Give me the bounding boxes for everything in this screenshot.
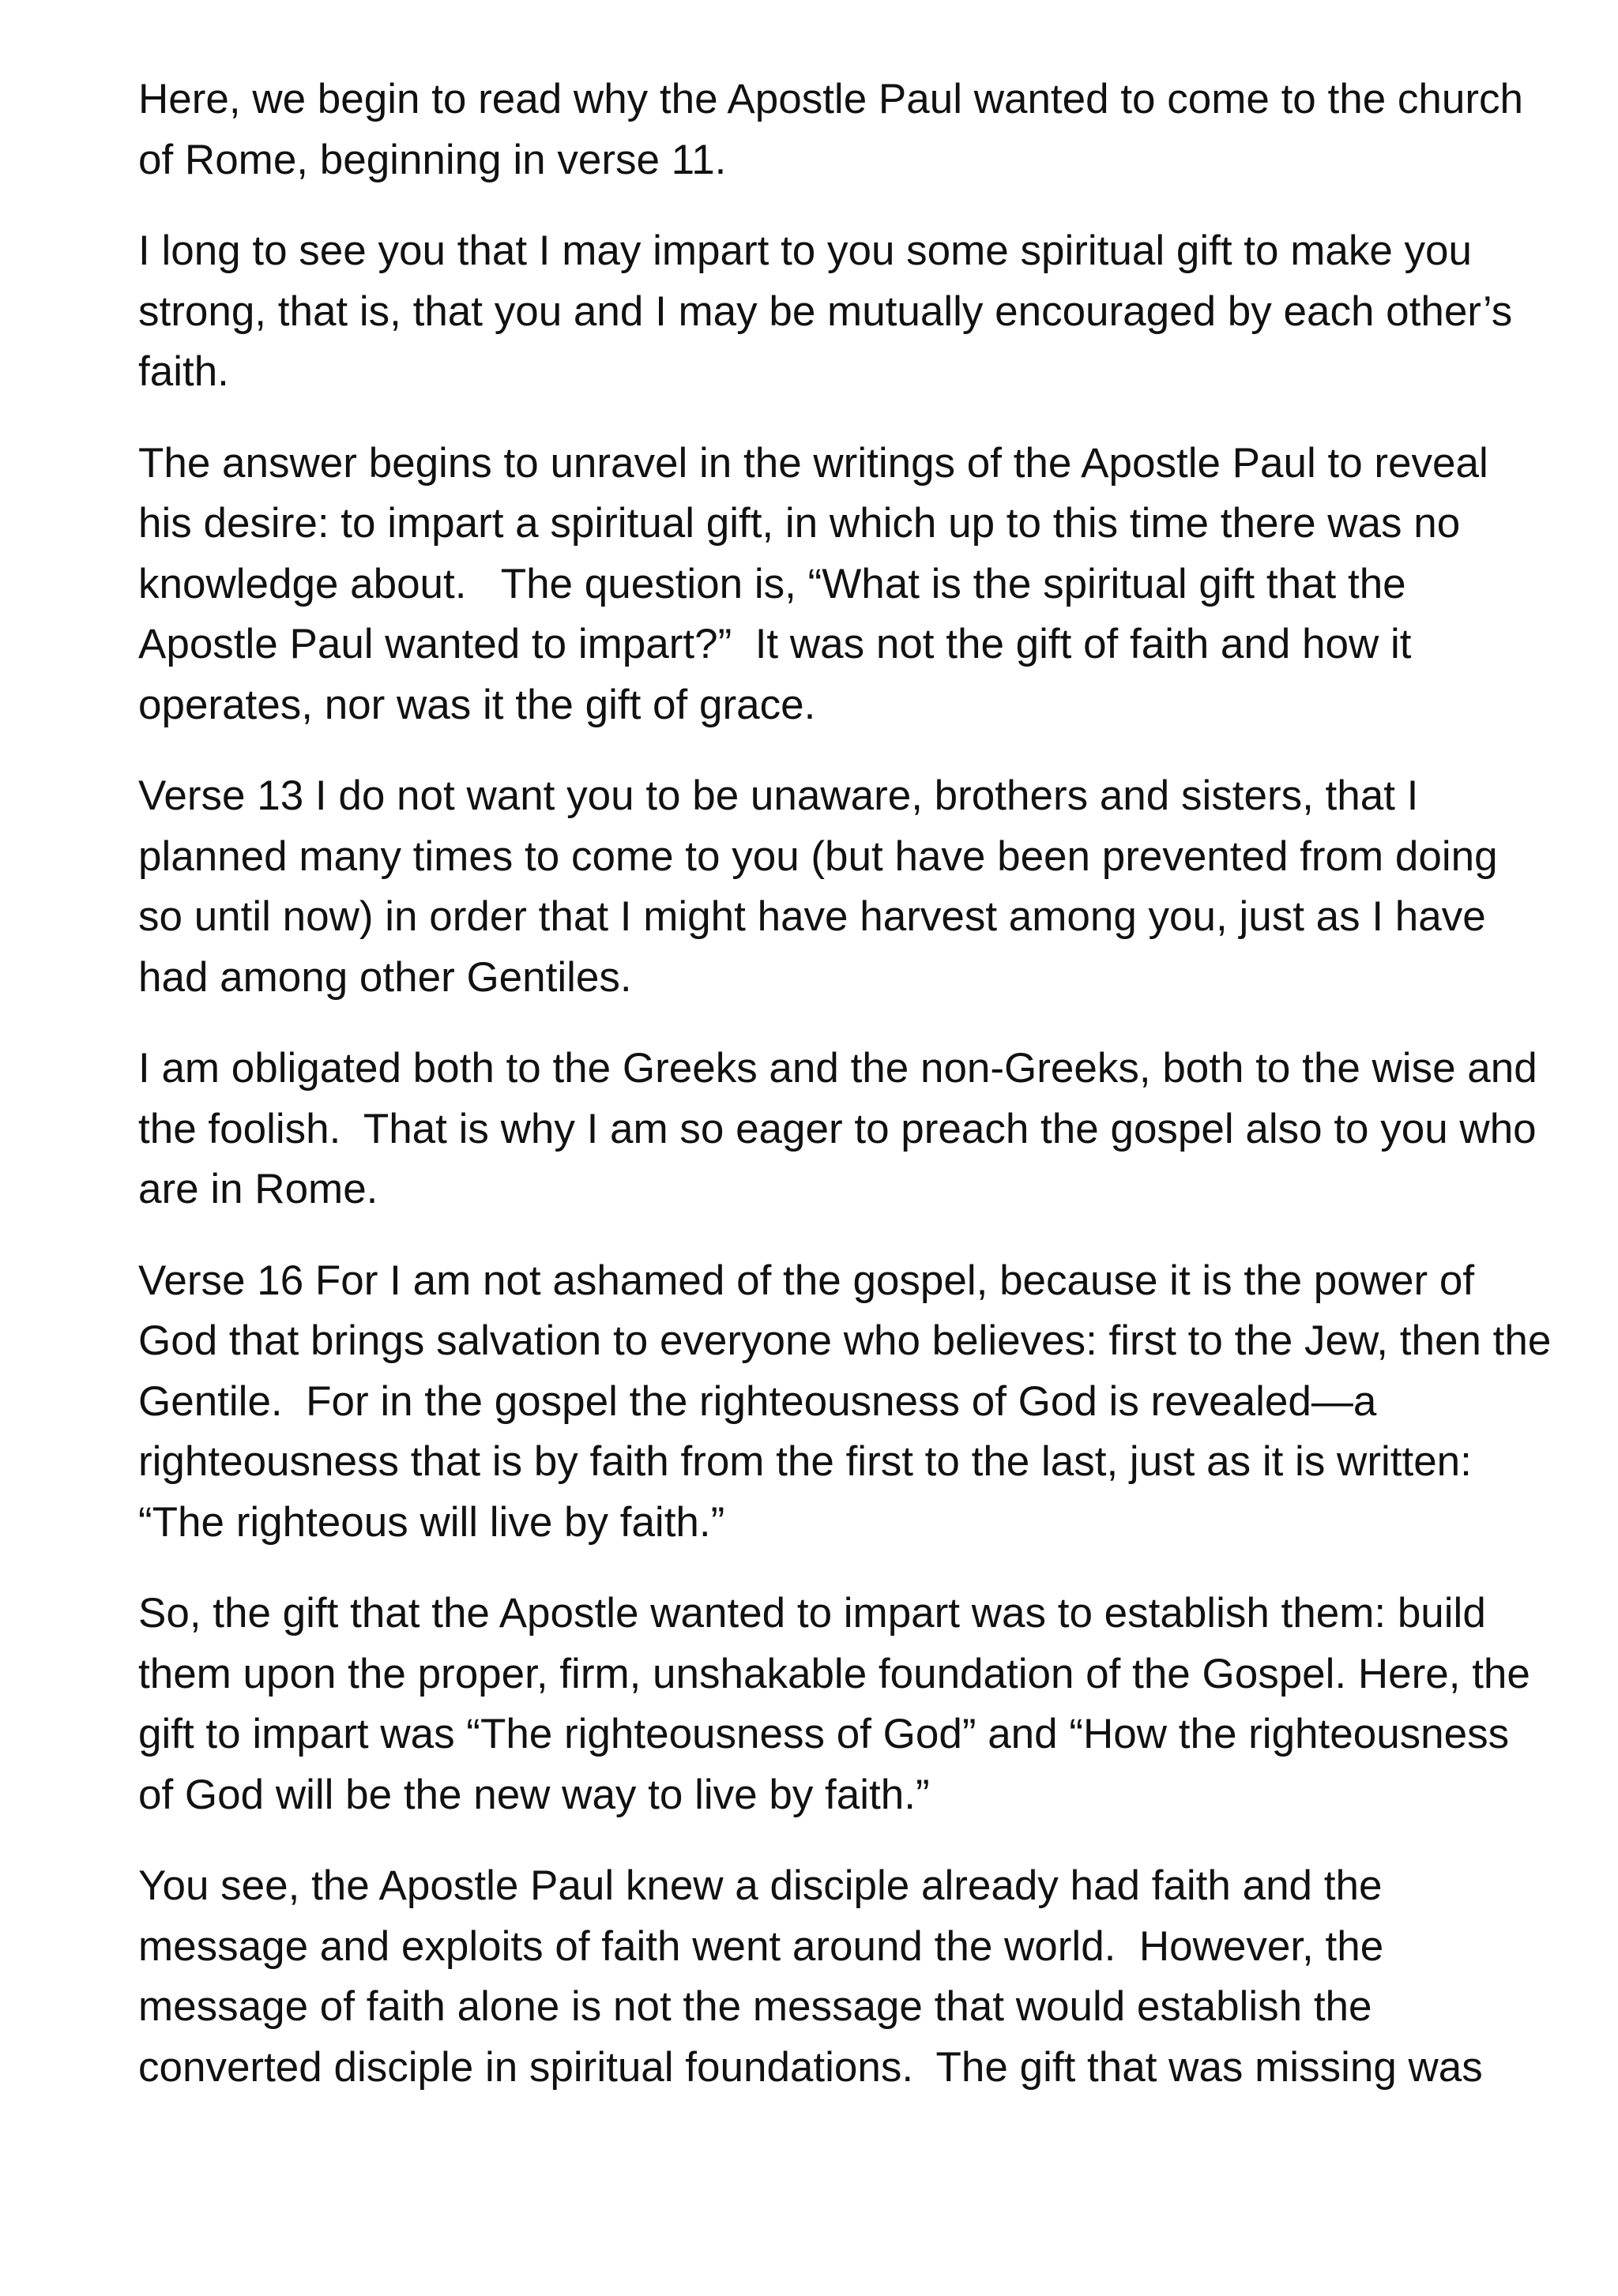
paragraph-verse-11: I long to see you that I may impart to you some spiritual gift to make you strong, that is, that you and I may be mutually encouraged by each other’s faith.: [138, 227, 1524, 395]
paragraph-obligated: I am obligated both to the Greeks and the non-Greeks, both to the wise and the foolish. That is why I am so eager to preach the gospel also to you who are in Rome.: [138, 1045, 1549, 1212]
paragraph-verse-13: Verse 13 I do not want you to be unaware, brothers and sisters, that I planned many times to come to you (but have been prevented from doing so until now) in order that I might have harvest among you, just as I have had among other Gentiles.: [138, 772, 1510, 1001]
paragraph-gift: So, the gift that the Apostle wanted to impart was to establish them: build them upon the proper, firm, unshakable foundation of the Gospel. Here, the gift to impart was “The righteousness of God” and “How the righteousness of God will be the new way to live by faith.”: [138, 1590, 1542, 1818]
paragraph-verse-16: Verse 16 For I am not ashamed of the gospel, because it is the power of God that brings salvation to everyone who believes: first to the Jew, then the Gentile. For in the gospel the righteousness of God is revealed—a righteousness that is by faith from the first to the last, just as it is written: “The righteous will live by faith.”: [138, 1257, 1563, 1546]
document-page: [138, 70, 1563, 2129]
paragraph-answer: The answer begins to unravel in the writings of the Apostle Paul to reveal his desire: to impart a spiritual gift, in which up to this time there was no knowledge about. The question is, “What is the spiritual gift that the Apostle Paul wanted to impart?” It was not the gift of faith and how it operates, nor was it the gift of grace.: [138, 439, 1500, 728]
paragraph-intro: Here, we begin to read why the Apostle Paul wanted to come to the church of Rome, beginning in verse 11.: [138, 76, 1535, 183]
paragraph-faith-alone: You see, the Apostle Paul knew a disciple already had faith and the message and exploits of faith went around the world. However, the message of faith alone is not the message that would establish the converted disciple in spiritual foundations. The gift that was missing was: [138, 1862, 1483, 2091]
